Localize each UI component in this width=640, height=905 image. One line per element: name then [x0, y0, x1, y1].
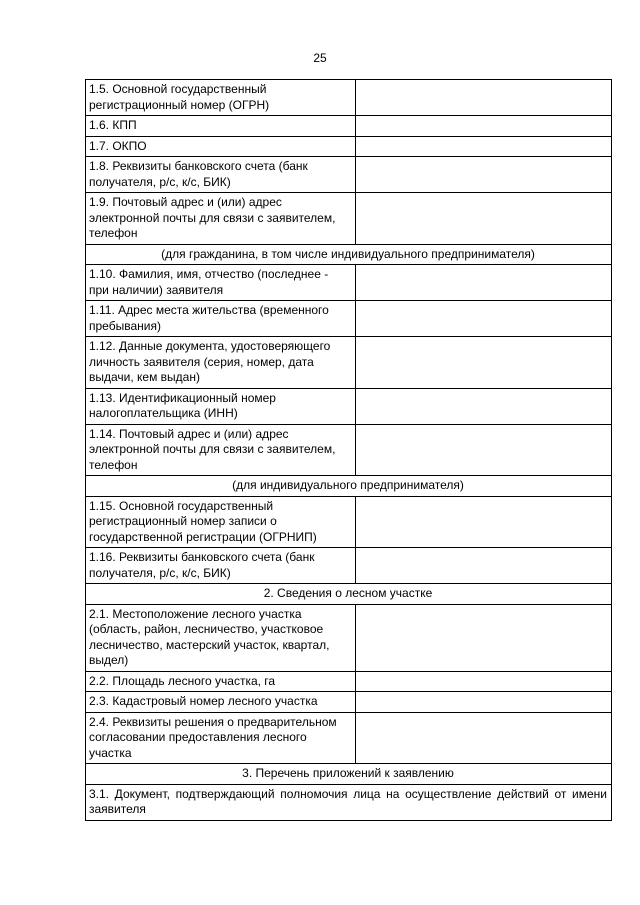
field-label: 1.7. ОКПО	[86, 136, 356, 157]
application-form-table	[85, 79, 612, 821]
field-label: 1.8. Реквизиты банковского счета (банк получателя, р/с, к/с, БИК)	[86, 157, 356, 193]
form-row-inn	[86, 388, 612, 424]
section-heading: 2. Сведения о лесном участке	[86, 584, 612, 605]
form-row-ogrnip	[86, 496, 612, 548]
field-value-inn[interactable]	[356, 388, 612, 424]
field-value-cadastral-number[interactable]	[356, 692, 612, 713]
form-row-residence-address	[86, 301, 612, 337]
form-row-plot-location	[86, 604, 612, 671]
field-value-bank-details[interactable]	[356, 157, 612, 193]
form-row-preliminary-decision	[86, 712, 612, 764]
form-row-entrepreneur-bank	[86, 548, 612, 584]
field-label: 1.14. Почтовый адрес и (или) адрес электронной почты для связи с заявителем, телефон	[86, 424, 356, 476]
field-value-citizen-contact[interactable]	[356, 424, 612, 476]
form-row-bank-details	[86, 157, 612, 193]
field-value-kpp[interactable]	[356, 116, 612, 137]
page-number: 25	[313, 51, 327, 65]
form-row-cadastral-number	[86, 692, 612, 713]
field-label: 2.1. Местоположение лесного участка (область, район, лесничество, участковое лесничество, мастерский участок, квартал, выдел)	[86, 604, 356, 671]
form-row-okpo	[86, 136, 612, 157]
field-value-plot-location[interactable]	[356, 604, 612, 671]
attachment-item: 3.1. Документ, подтверждающий полномочия лица на осуществление действий от имени заявителя	[86, 784, 612, 820]
section-row-attachments	[86, 764, 612, 785]
section-heading: (для гражданина, в том числе индивидуального предпринимателя)	[86, 244, 612, 265]
field-label: 1.5. Основной государственный регистрационный номер (ОГРН)	[86, 80, 356, 116]
form-row-plot-area	[86, 671, 612, 692]
section-heading: 3. Перечень приложений к заявлению	[86, 764, 612, 785]
field-label: 1.12. Данные документа, удостоверяющего личность заявителя (серия, номер, дата выдачи, кем выдан)	[86, 337, 356, 389]
form-row-citizen-contact	[86, 424, 612, 476]
form-row-ogrn	[86, 80, 612, 116]
field-value-ogrnip[interactable]	[356, 496, 612, 548]
field-value-entrepreneur-bank[interactable]	[356, 548, 612, 584]
field-value-okpo[interactable]	[356, 136, 612, 157]
field-label: 1.6. КПП	[86, 116, 356, 137]
field-value-plot-area[interactable]	[356, 671, 612, 692]
field-label: 2.4. Реквизиты решения о предварительном согласовании предоставления лесного участка	[86, 712, 356, 764]
field-value-preliminary-decision[interactable]	[356, 712, 612, 764]
section-row-entrepreneur	[86, 476, 612, 497]
form-row-kpp	[86, 116, 612, 137]
field-label: 2.2. Площадь лесного участка, га	[86, 671, 356, 692]
field-label: 2.3. Кадастровый номер лесного участка	[86, 692, 356, 713]
field-label: 1.16. Реквизиты банковского счета (банк получателя, р/с, к/с, БИК)	[86, 548, 356, 584]
field-value-contact-address[interactable]	[356, 193, 612, 245]
section-row-forest-plot	[86, 584, 612, 605]
form-row-identity-document	[86, 337, 612, 389]
field-label: 1.15. Основной государственный регистрационный номер записи о государственной регистрации (ОГРНИП)	[86, 496, 356, 548]
field-value-identity-document[interactable]	[356, 337, 612, 389]
field-value-full-name[interactable]	[356, 265, 612, 301]
form-row-contact-address	[86, 193, 612, 245]
form-row-authority-document	[86, 784, 612, 820]
field-label: 1.9. Почтовый адрес и (или) адрес электронной почты для связи с заявителем, телефон	[86, 193, 356, 245]
field-value-residence-address[interactable]	[356, 301, 612, 337]
field-label: 1.13. Идентификационный номер налогоплательщика (ИНН)	[86, 388, 356, 424]
field-label: 1.11. Адрес места жительства (временного пребывания)	[86, 301, 356, 337]
field-value-ogrn[interactable]	[356, 80, 612, 116]
form-row-full-name	[86, 265, 612, 301]
field-label: 1.10. Фамилия, имя, отчество (последнее - при наличии) заявителя	[86, 265, 356, 301]
section-row-citizen	[86, 244, 612, 265]
section-heading: (для индивидуального предпринимателя)	[86, 476, 612, 497]
